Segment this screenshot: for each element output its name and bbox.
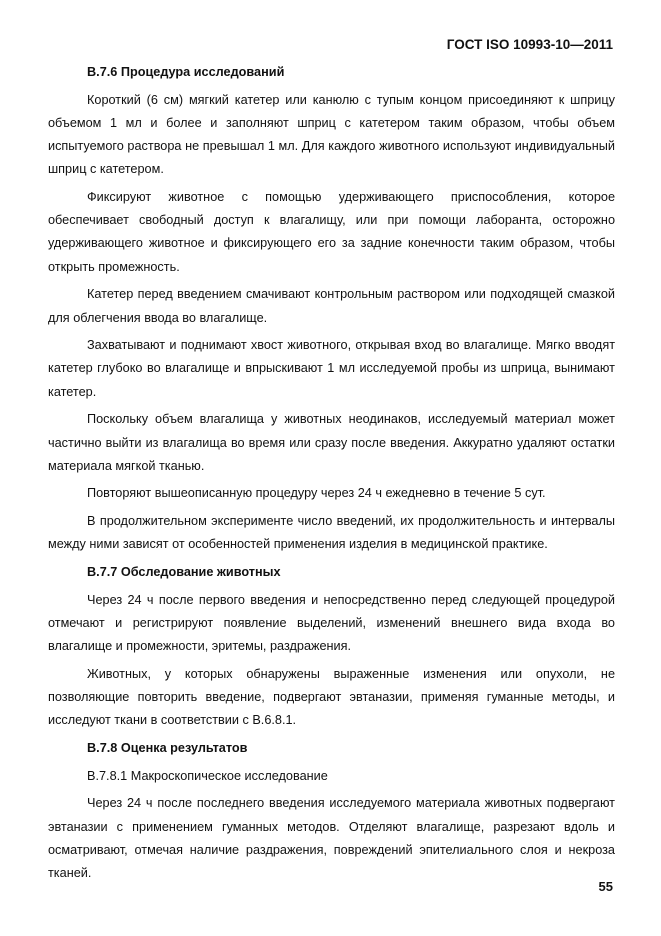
- paragraph: Фиксируют животное с помощью удерживающего приспособления, которое обеспечивает свободный доступ к влагалищу, или при помощи лаборанта, осторожно удерживающего животное и фиксирующего его за задние конечности таким образом, чтобы открыть промежность.: [48, 190, 615, 274]
- paragraph: В продолжительном эксперименте число введений, их продолжительность и интервалы между ними зависят от особенностей применения изделия в медицинской практике.: [48, 514, 615, 552]
- page-number: 55: [598, 879, 613, 894]
- paragraph: Повторяют вышеописанную процедуру через 24 ч ежедневно в течение 5 сут.: [87, 486, 546, 501]
- paragraph: Катетер перед введением смачивают контрольным раствором или подходящей смазкой для облегчения ввода во влагалище.: [48, 287, 615, 325]
- paragraph: Короткий (6 см) мягкий катетер или канюлю с тупым концом присоединяют к шприцу объемом 1 мл и более и заполняют шприц с катетером таким образом, чтобы объем испытуемого раствора не превышал 1 мл. Для каждого животного используют индивидуальный шприц с катетером.: [48, 92, 615, 177]
- paragraph: Захватывают и поднимают хвост животного, открывая вход во влагалище. Мягко вводят катетер глубоко во влагалище и впрыскивают 1 мл исследуемой пробы из шприца, вынимают катетер.: [48, 338, 615, 399]
- paragraph: Через 24 ч после первого введения и непосредственно перед следующей процедурой отмечают и регистрируют появление выделений, изменений внешнего вида входа во влагалище и промежности, эритемы, раздражения.: [48, 592, 615, 654]
- document-header: ГОСТ ISO 10993-10—2011: [446, 37, 613, 52]
- section-heading-b76: В.7.6 Процедура исследований: [87, 65, 285, 79]
- paragraph: Через 24 ч после последнего введения исследуемого материала животных подвергают эвтаназии с применением гуманных методов. Отделяют влагалище, разрезают вдоль и осматривают, отмечая наличие раздражения, повреждений эпителиального слоя и некроза тканей.: [48, 796, 615, 880]
- subsection-heading-b781: В.7.8.1 Макроскопическое исследование: [87, 768, 328, 783]
- section-heading-b78: В.7.8 Оценка результатов: [87, 740, 248, 755]
- page-content: [48, 61, 615, 890]
- paragraph: Поскольку объем влагалища у животных неодинаков, исследуемый материал может частично выйти из влагалища во время или сразу после введения. Аккуратно удаляют остатки материала мягкой тканью.: [48, 412, 615, 473]
- paragraph: Животных, у которых обнаружены выраженные изменения или опухоли, не позволяющие повторить введение, подвергают эвтаназии, применяя гуманные методы, и исследуют ткани в соответствии с В.6.8.1.: [48, 666, 615, 728]
- section-heading-b77: В.7.7 Обследование животных: [87, 565, 281, 580]
